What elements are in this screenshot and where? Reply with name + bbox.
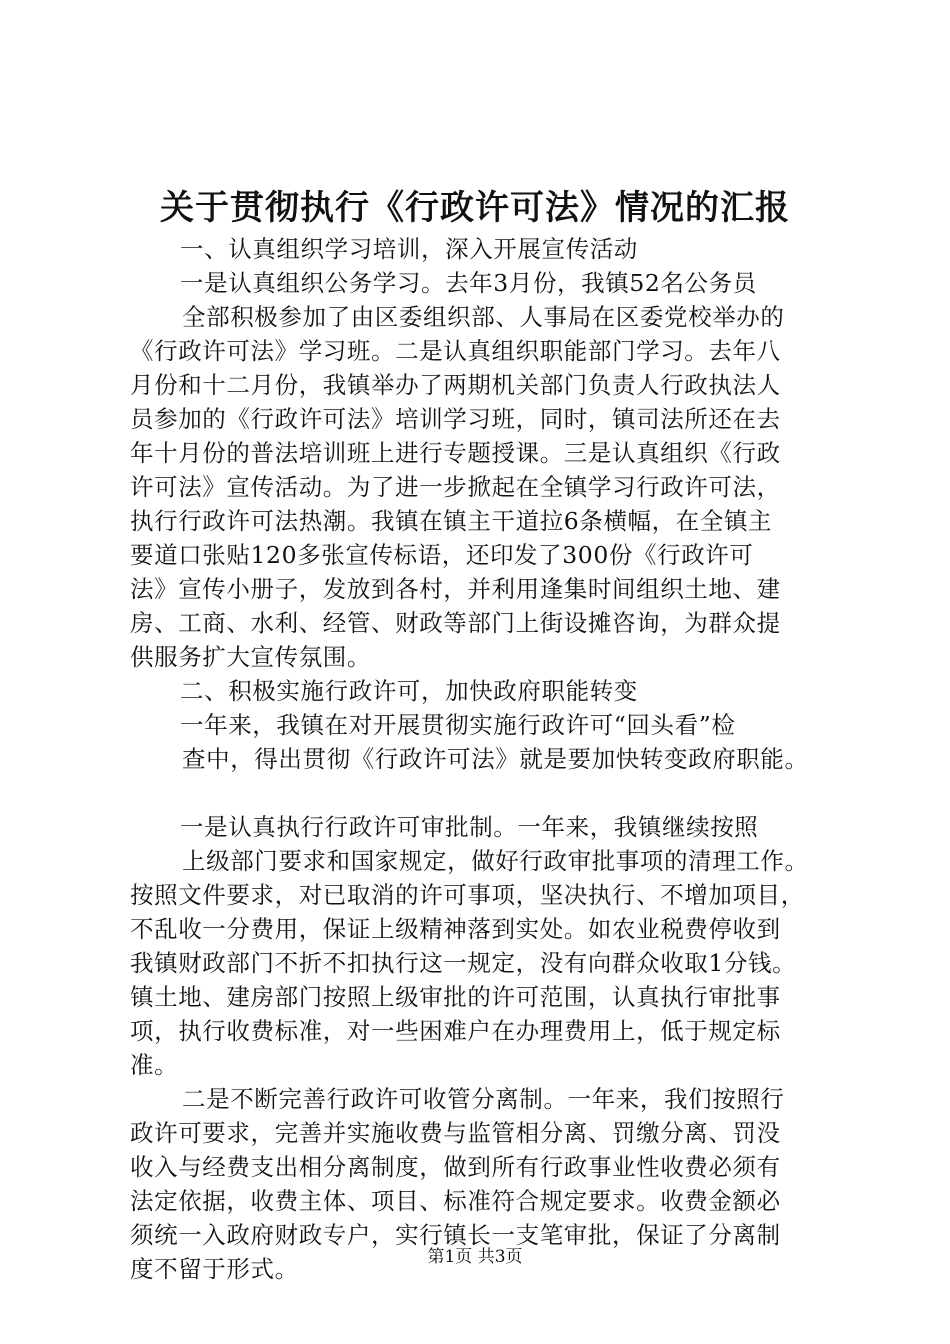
paragraph-gap	[130, 776, 835, 810]
paragraph-line: 法》宣传小册子，发放到各村，并利用逢集时间组织土地、建	[130, 575, 781, 603]
paragraph-line: 一年来，我镇在对开展贯彻实施行政许可“回头看”检	[180, 711, 736, 739]
paragraph-line: 年十月份的普法培训班上进行专题授课。三是认真组织《行政	[130, 439, 781, 467]
paragraph-line: 一是认真组织公务学习。去年3月份，我镇52名公务员	[180, 269, 757, 297]
page-footer: 第1页 共3页	[427, 1247, 523, 1267]
paragraph-line: 按照文件要求，对已取消的许可事项，坚决执行、不增加项目，	[130, 881, 805, 909]
paragraph-line: 我镇财政部门不折不扣执行这一规定，没有向群众收取1分钱。	[130, 949, 797, 977]
paragraph-line: 法定依据，收费主体、项目、标准符合规定要求。收费金额必	[130, 1187, 781, 1215]
paragraph-line: 项，执行收费标准，对一些困难户在办理费用上，低于规定标	[130, 1017, 781, 1045]
paragraph-line: 不乱收一分费用，保证上级精神落到实处。如农业税费停收到	[130, 915, 781, 943]
paragraph-line: 镇土地、建房部门按照上级审批的许可范围，认真执行审批事	[130, 983, 781, 1011]
paragraph-line: 须统一入政府财政专户，实行镇长一支笔审批，保证了分离制	[130, 1221, 781, 1249]
paragraph-line: 政许可要求，完善并实施收费与监管相分离、罚缴分离、罚没	[130, 1119, 781, 1147]
paragraph-line: 上级部门要求和国家规定，做好行政审批事项的清理工作。	[182, 847, 809, 875]
paragraph-line: 收入与经费支出相分离制度，做到所有行政事业性收费必须有	[130, 1153, 781, 1181]
paragraph-line: 准。	[130, 1051, 179, 1079]
paragraph-line: 员参加的《行政许可法》培训学习班，同时，镇司法所还在去	[130, 405, 781, 433]
document-body	[130, 232, 835, 1286]
paragraph-line: 供服务扩大宣传氛围。	[130, 643, 371, 671]
paragraph-line: 全部积极参加了由区委组织部、人事局在区委党校举办的	[182, 303, 785, 331]
section-heading-1: 一、认真组织学习培训，深入开展宣传活动	[180, 235, 638, 263]
section-heading-2: 二、积极实施行政许可，加快政府职能转变	[180, 677, 638, 705]
paragraph-line: 《行政许可法》学习班。二是认真组织职能部门学习。去年八	[130, 337, 781, 365]
paragraph-line: 查中，得出贯彻《行政许可法》就是要加快转变政府职能。	[182, 745, 809, 773]
paragraph-line: 执行行政许可法热潮。我镇在镇主干道拉6条横幅，在全镇主	[130, 507, 773, 535]
paragraph-line: 月份和十二月份，我镇举办了两期机关部门负责人行政执法人	[130, 371, 781, 399]
document-title: 关于贯彻执行《行政许可法》情况的汇报	[160, 188, 790, 228]
paragraph-line: 度不留于形式。	[130, 1255, 299, 1283]
paragraph-line: 要道口张贴120多张宣传标语，还印发了300份《行政许可	[130, 541, 754, 569]
paragraph-line: 房、工商、水利、经管、财政等部门上街设摊咨询，为群众提	[130, 609, 781, 637]
paragraph-line: 一是认真执行行政许可审批制。一年来，我镇继续按照	[180, 813, 759, 841]
paragraph-line: 许可法》宣传活动。为了进一步掀起在全镇学习行政许可法，	[130, 473, 781, 501]
paragraph-line: 二是不断完善行政许可收管分离制。一年来，我们按照行	[182, 1085, 785, 1113]
